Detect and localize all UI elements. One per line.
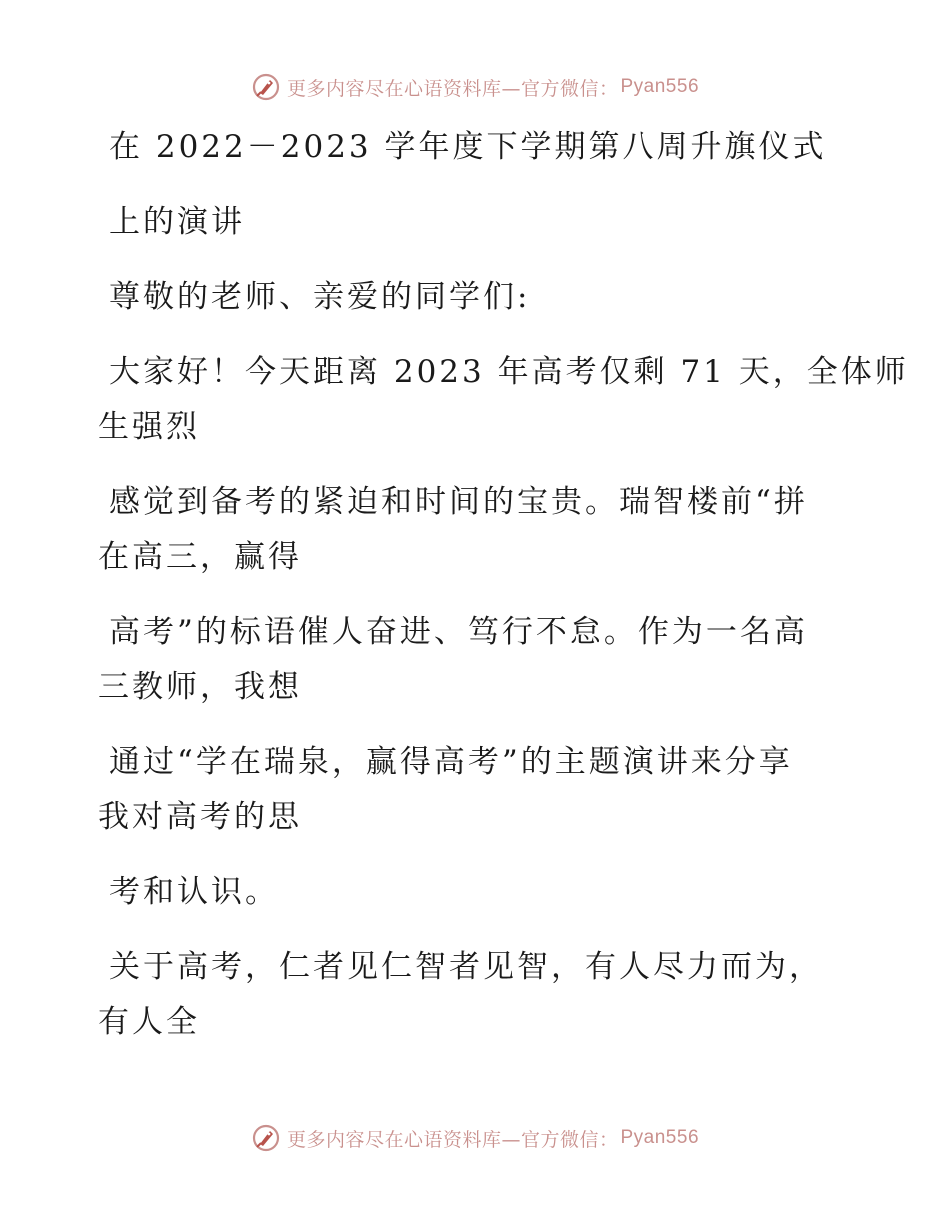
paragraph-line: 高考”的标语催人奋进、笃行不怠。作为一名高 bbox=[109, 614, 808, 650]
watermark-wechat-id: Pyan556 bbox=[620, 1127, 700, 1148]
paragraph-line: 考和认识。 bbox=[109, 874, 279, 910]
title-line-2: 上的演讲 bbox=[109, 204, 245, 240]
pen-nib-icon bbox=[251, 72, 281, 102]
paragraph-line: 通过“学在瑞泉，赢得高考”的主题演讲来分享 bbox=[109, 744, 793, 780]
paragraph-line: 我对高考的思 bbox=[98, 799, 302, 835]
paragraph-line: 大家好！今天距离 2023 年高考仅剩 71 天，全体师 bbox=[109, 354, 909, 390]
salutation-line: 尊敬的老师、亲爱的同学们: bbox=[109, 279, 531, 315]
paragraph-line: 生强烈 bbox=[98, 409, 200, 445]
speech-text bbox=[98, 120, 909, 1050]
watermark-text: 更多内容尽在心语资料库—官方微信： bbox=[286, 77, 619, 100]
watermark-wechat-id: Pyan556 bbox=[620, 76, 700, 97]
paragraph-line: 三教师，我想 bbox=[98, 669, 302, 705]
paragraph-line: 感觉到备考的紧迫和时间的宝贵。瑞智楼前“拼 bbox=[109, 484, 808, 520]
paragraph-line: 有人全 bbox=[98, 1004, 200, 1040]
watermark-text: 更多内容尽在心语资料库—官方微信： bbox=[286, 1128, 619, 1151]
footer-watermark bbox=[0, 1123, 950, 1153]
paragraph-line: 在高三，赢得 bbox=[98, 539, 302, 575]
paragraph-line: 关于高考，仁者见仁智者见智，有人尽力而为， bbox=[109, 949, 823, 985]
header-watermark bbox=[0, 72, 950, 102]
pen-nib-icon bbox=[251, 1123, 281, 1153]
title-line-1: 在 2022－2023 学年度下学期第八周升旗仪式 bbox=[109, 129, 827, 165]
